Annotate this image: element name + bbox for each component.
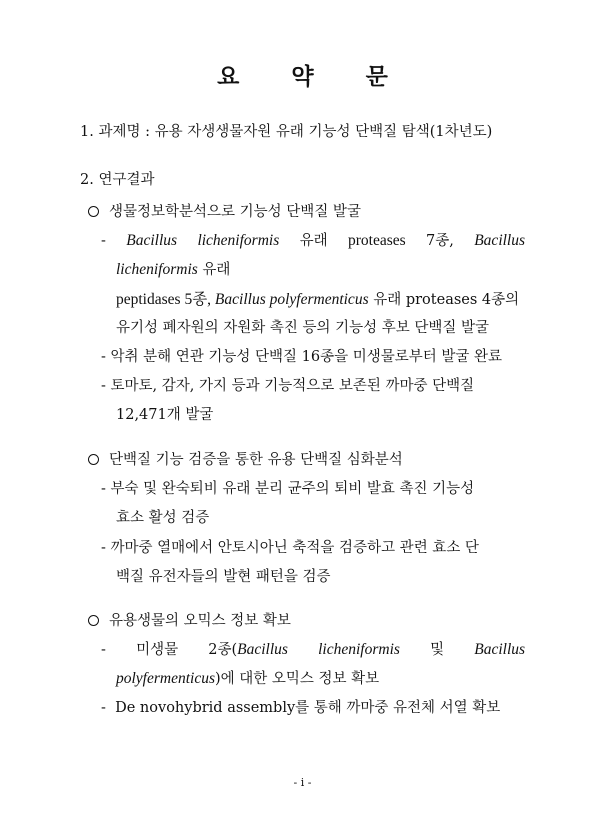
word: proteases (347, 232, 406, 249)
title-char-2: 약 (291, 64, 314, 90)
research-results-heading: 2. 연구결과 (80, 172, 155, 188)
section-1-heading (88, 200, 361, 221)
page-number: - i - (293, 776, 312, 789)
species-epithet: licheniformis (116, 261, 198, 278)
s2-bullet-2-line-2: 백질 유전자들의 발현 패턴을 검증 (116, 569, 331, 585)
section-3-heading (88, 609, 291, 630)
word: 미생물 (136, 642, 179, 658)
word: 7종, (426, 233, 454, 249)
text: 유래 proteases 4종의 (368, 292, 520, 308)
species-epithet: licheniformis (197, 232, 280, 249)
s3-bullet-2: - De novohybrid assembly를 통해 까마중 유전체 서열 확보 (101, 700, 501, 716)
title-char-3: 문 (365, 64, 388, 90)
s1-bullet-1-line-3 (116, 287, 519, 309)
s1-bullet-1-line-4: 유기성 폐자원의 자원화 촉진 등의 기능성 후보 단백질 발굴 (116, 320, 490, 336)
text: peptidases 5종, (116, 291, 215, 308)
circle-bullet-icon (88, 206, 99, 217)
s1-bullet-1-line-2 (116, 258, 230, 279)
word (208, 642, 288, 658)
s3-bullet-1-line-1 (101, 638, 525, 659)
title-char-1: 요 (217, 64, 240, 90)
s2-bullet-1-line-1: - 부숙 및 완숙퇴비 유래 분리 균주의 퇴비 발효 촉진 기능성 (101, 481, 475, 497)
section-3-heading-text: 유용생물의 오믹스 정보 확보 (109, 613, 291, 629)
section-1-heading-text: 생물정보학분석으로 기능성 단백질 발굴 (109, 204, 361, 220)
species-epithet: licheniformis (318, 641, 400, 658)
dash: - (101, 233, 106, 249)
s2-bullet-1-line-2: 효소 활성 검증 (116, 510, 210, 526)
s3-bullet-1-line-2 (116, 667, 379, 688)
dash: - (101, 642, 106, 658)
s1-bullet-2: - 악취 분해 연관 기능성 단백질 16종을 미생물로부터 발굴 완료 (101, 349, 502, 365)
species-genus: Bacillus (474, 641, 526, 658)
s1-bullet-3-line-2: 12,471개 발굴 (116, 407, 214, 423)
word: 및 (430, 642, 445, 658)
circle-bullet-icon (88, 615, 99, 626)
section-2-heading-text: 단백질 기능 검증을 통한 유용 단백질 심화분석 (109, 452, 403, 468)
s2-bullet-2-line-1: - 까마중 열매에서 안토시아닌 축적을 검증하고 관련 효소 단 (101, 540, 479, 556)
species-genus: Bacillus (237, 641, 288, 658)
text: )에 대한 오믹스 정보 확보 (215, 671, 380, 687)
word: 유래 (197, 262, 231, 278)
word: 유래 (299, 233, 328, 249)
species-genus: Bacillus (474, 232, 526, 249)
section-2-heading (88, 448, 403, 469)
circle-bullet-icon (88, 454, 99, 465)
species-epithet: polyfermenticus (116, 670, 216, 687)
species-name: Bacillus polyfermenticus (214, 291, 369, 308)
species-genus: Bacillus (126, 232, 178, 249)
s1-bullet-1-line-1 (101, 229, 525, 250)
project-name-item: 1. 과제명 : 유용 자생생물자원 유래 기능성 단백질 탐색(1차년도) (80, 124, 493, 140)
page-title (0, 58, 605, 91)
text: 2종( (208, 642, 238, 658)
s1-bullet-3-line-1: - 토마토, 감자, 가지 등과 기능적으로 보존된 까마중 단백질 (101, 378, 475, 394)
